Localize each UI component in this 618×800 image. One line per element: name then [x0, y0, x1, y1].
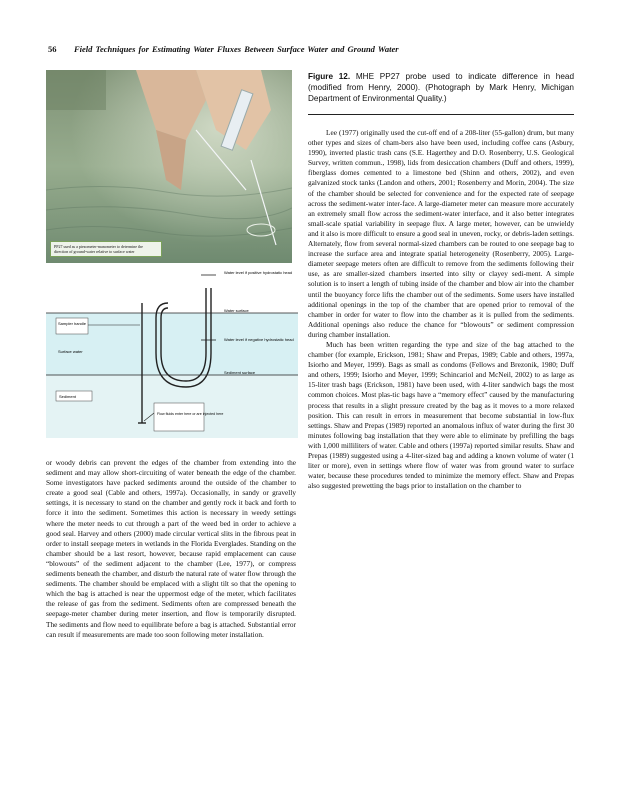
diagram-svg: [46, 263, 298, 438]
photo-inset-caption: PP27 used as a piezometer-manometer to determine the direction of ground-water relative to surface water: [50, 241, 162, 257]
paragraph: Much has been written regarding the type and size of the bag attached to the chamber (for example, Erickson, 1981; Shaw and Prepas, 1989; Cable and others, 1997a, Isiorho and Meyer, 1999). Bags as small as condoms (Fellows and Brezonik, 1980; Duff and others, 1999; Isiorho and Meyer, 1999; Schincariol and McNeil, 2002) to as large as 15-liter trash bags (Erickson, 1981) have been used, with 4-liter sandwich bags the most common choices. Most plas-tic bags have a “memory effect” caused by the manufacturing process that results in a slight pressure created by the bag as it moves to a more relaxed position. This can result in errors in measurement that become substantial in low-flux settings. Shaw and Prepas (1989) reported an anomalous influx of water during the first 30 minutes following bag installation that they were able to eliminate by prefilling the bags with 1,000 milliliters of water. Cable and others (1997a) reported similar results. Shaw and Prepas (1989) suggested using a 4-liter-sized bag and adding a known volume of water (1 liter or more), even in settings where flow of water was from ground water to surface water, because these procedures tended to minimize the memory effect. Shaw and Prepas also suggested prewetting the bags prior to installation on the chamber to: [308, 339, 574, 491]
paragraph: or woody debris can prevent the edges of the chamber from extending into the sediment and may allow short-circuiting of water beneath the edge of the chamber. Some investigators have packed sediments around the outside of the chamber to create a good seal (Cable and others, 1997a). Occasionally, in sandy or gravelly settings, it is necessary to stand on the chamber and gently rock it back and forth to force it into the sediment. Sometimes this action is necessary in weedy settings where the meter needs to cut through a part of the weed bed in order to achieve a good seal. Harvey and others (2000) made circular vertical slits in the fibrous peat in order to install seepage meters in wetlands in the Florida Everglades. Standing on the chamber should be a last resort, however, because rapid emplacement can cause “blowouts” of the sediment adjacent to the chamber (Lee, 1977), or compress sediments beneath the chamber, and disturb the natural rate of water flow through the sediments. The chamber should be emplaced with a slight tilt so that the opening to which the bag is attached is near the uppermost edge of the meter, which facilitates the release of gas from the sediment. Sediments often are compressed beneath the seepage-meter chamber during meter insertion, and flow is temporarily disrupted. The sediments and flow need to equilibrate before a bag is attached. Substantial error can result if measurements are made too soon following meter installation.: [46, 458, 296, 639]
label-flow-note: Flow fluids enter here or are injected here: [157, 412, 224, 416]
left-column: [46, 458, 296, 640]
caption-rule: [308, 114, 574, 115]
label-sampler-handle: Sampler handle: [58, 321, 87, 326]
label-water-surface: Water surface: [224, 308, 249, 313]
figure-caption: [308, 71, 574, 104]
label-surface-water: Surface water: [58, 349, 83, 354]
figure-photograph: [46, 70, 292, 263]
right-column: [308, 128, 574, 491]
photo-scene: [46, 70, 292, 263]
label-negative-head: Water level if negative hydrostatic head: [224, 337, 294, 342]
label-sediment: Sediment: [59, 394, 76, 399]
running-title: Field Techniques for Estimating Water Fluxes Between Surface Water and Ground Water: [74, 44, 399, 54]
running-header: [48, 44, 578, 54]
figure-label: Figure 12.: [308, 72, 351, 81]
label-sediment-surface: Sediment surface: [224, 370, 256, 375]
figure-caption-text: MHE PP27 probe used to indicate difference in head (modified from Henry, 2000). (Photograph by Mark Henry, Michigan Department of Environmental Quality.): [308, 72, 574, 103]
paragraph: Lee (1977) originally used the cut-off end of a 208-liter (55-gallon) drum, but many other types and sizes of cham-bers also have been used, including coffee cans (Asbury, 1990), inverted plastic trash cans (S.E. Hagerthey and D.O. Rosenberry, U.S. Geological Survey, written commun., 1998), lids from desiccation chambers (Duff and others, 1999), fiberglass domes cemented to a limestone bed (Shinn and others, 2002), and even galvanized stock tanks (Landon and others, 2001; Rosenberry and Morin, 2004). The size of the chamber should be selected for convenience and for the expected rate of seepage across the sediment-water inter-face. A large-diameter meter can measure more accurately an extremely small flow across the sediment-water interface, and it also better integrates small-scale spatial variability in seepage flux. A large meter, however, can be unwieldy and it also is more difficult to ensure a good seal in uneven, rocky, or debris-laden settings. Alternately, flow from several normal-sized chambers can be routed to one seepage bag to increase the surface area and integrate spatial heterogeneity (Rosenberry, 2005). Large-diameter seepage meters often are difficult to remove from the sediments following their use, as are smaller-sized chambers inserted into silty or clayey sedi-ment. A simple solution is to insert a length of tubing inside of the chamber and blow air into the chamber until the buoyancy force lifts the chamber out of the sediments. Some users have installed additional openings in the top of the chamber that are opened prior to removal of the chamber in order for water to flow into the chamber as it is pulled from the sediments. Additional openings also reduce the chance for “blowouts” or sediment compression during chamber installation.: [308, 128, 574, 339]
probe-diagram: [46, 263, 298, 438]
page-number: 56: [48, 44, 57, 54]
label-positive-head: Water level if positive hydrostatic head: [224, 270, 293, 275]
